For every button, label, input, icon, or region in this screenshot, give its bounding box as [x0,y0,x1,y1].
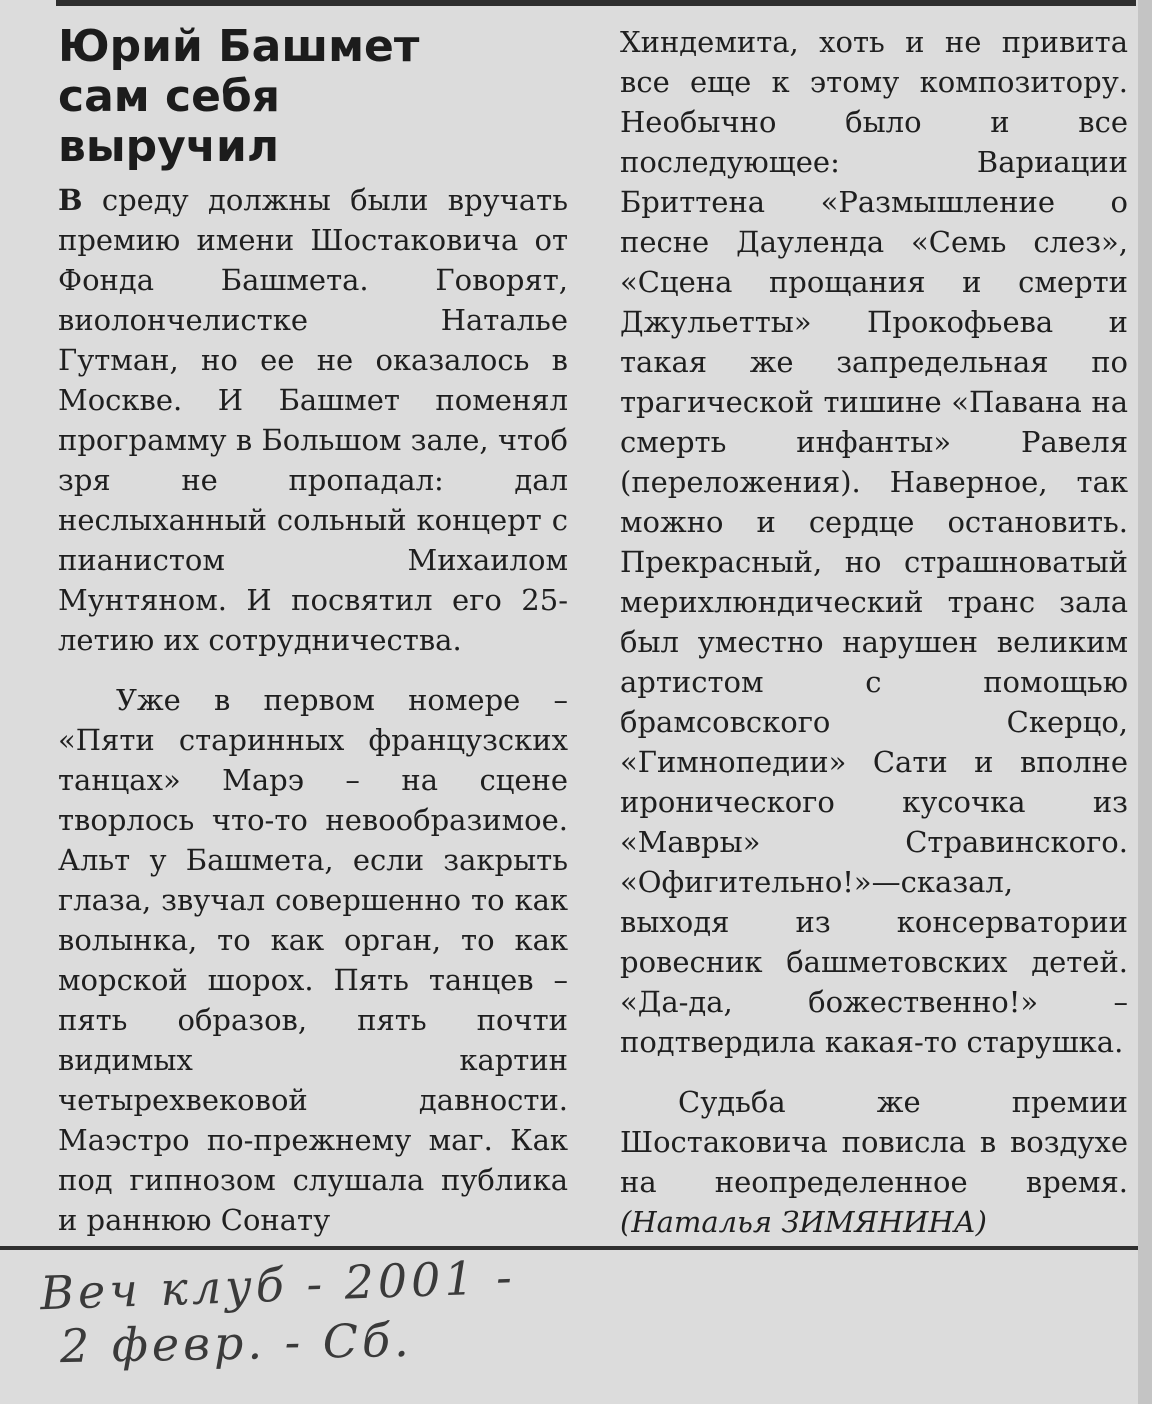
headline-line-3: выручил [58,121,280,172]
headline-line-1: Юрий Башмет [58,21,420,72]
article [58,22,1136,1252]
headline [58,22,568,172]
paragraph-1 [58,180,568,660]
headline-line-2: сам себя [58,71,280,122]
handwritten-note [39,1249,680,1388]
handwritten-line-1: Веч клуб - 2001 - [39,1249,517,1321]
paragraph-4 [620,1082,1128,1242]
lead-letter: В [58,183,83,217]
paragraph-2: Уже в первом номере – «Пяти старинных французских танцах» Марэ – на сцене творлось что-то невообразимое. Альт у Башмета, если закрыть глаза, звучал совершенно то как волынка, то как орган, то как морской шорох. Пять танцев – пять образов, пять почти видимых картин четырехвековой давности. Маэстро по-прежнему маг. Как под гипнозом слушала публика и раннюю Сонату [58,683,568,1237]
byline: (Наталья ЗИМЯНИНА) [620,1205,987,1239]
top-rule [56,0,1136,6]
paragraph-4-text: Судьба же премии Шостаковича повисла в воздухе на неопределенное время. [620,1085,1128,1199]
right-column [620,22,1128,1262]
paragraph-1-text: среду должны были вручать премию имени Шостаковича от Фонда Башмета. Говорят, виолончелистке Наталье Гутман, но ее не оказалось в Москве. И Башмет поменял программу в Большом зале, чтоб зря не пропадал: дал неслыханный сольный концерт с пианистом Михаилом Мунтяном. И посвятил его 25-летию их сотрудничества. [58,183,568,657]
bottom-rule [0,1246,1140,1250]
handwritten-line-2: 2 февр. - Сб. [59,1312,414,1374]
paragraph-3: Хиндемита, хоть и не привита все еще к этому композитору. Необычно было и все последующее: Вариации Бриттена «Размышление о песне Дауленда «Семь слез», «Сцена прощания и смерти Джульетты» Прокофьева и такая же запредельная по трагической тишине «Павана на смерть инфанты» Равеля (переложения). Наверное, так можно и сердце остановить. Прекрасный, но страшноватый мерихлюндический транс зала был уместно нарушен великим артистом с помощью брамсовского Скерцо, «Гимнопедии» Сати и вполне иронического кусочка из «Мавры» Стравинского. «Офигительно!»—сказал, выходя из консерватории ровесник башметовских детей. «Да-да, божественно!» – подтвердила какая-то старушка. [620,25,1128,1059]
left-column [58,22,568,1260]
paper-edge [1138,0,1152,1404]
